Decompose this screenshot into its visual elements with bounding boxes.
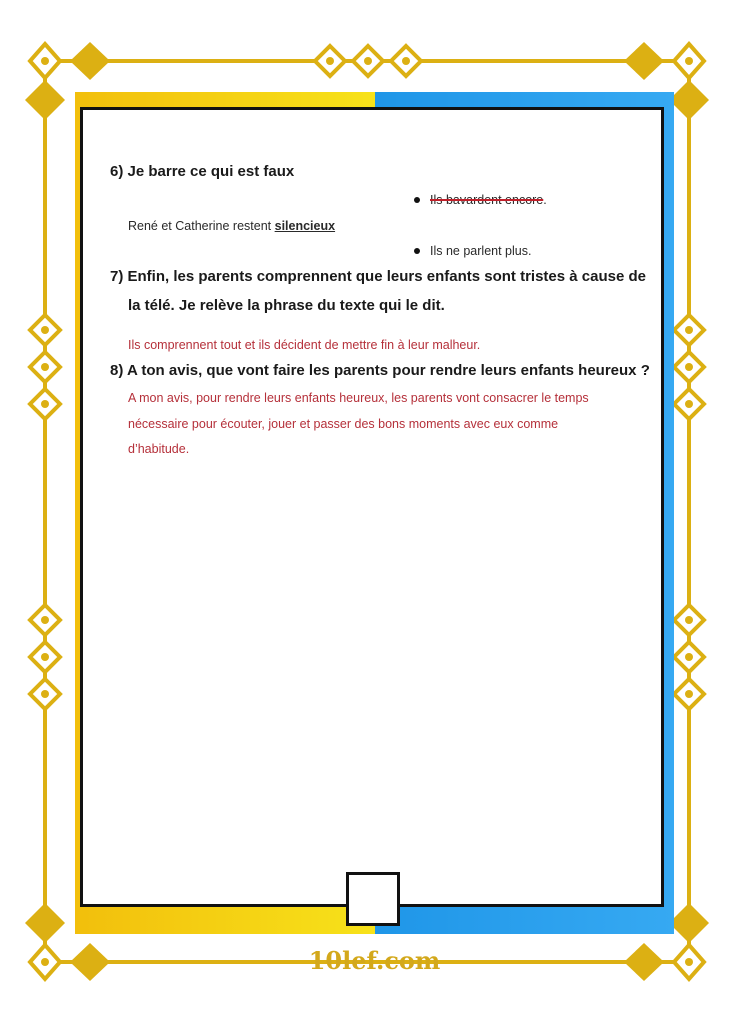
option-1-period: . — [543, 193, 547, 207]
sentence-6 — [128, 219, 335, 233]
answer-8-line-2: nécessaire pour écouter, jouer et passer des bons moments avec eux comme — [128, 417, 559, 431]
answer-8-line-3: d’habitude. — [128, 442, 190, 456]
bullet-option-2 — [414, 248, 420, 254]
question-7-line-2: la télé. Je relève la phrase du texte qui le dit. — [128, 297, 445, 314]
question-8-title: 8) A ton avis, que vont faire les parents pour rendre leurs enfants heureux ? — [110, 362, 650, 379]
question-6-title: 6) Je barre ce qui est faux — [110, 163, 295, 180]
option-1-struck-text: Ils bavardent encore — [430, 193, 544, 207]
option-1 — [430, 193, 547, 207]
answer-7: Ils comprennent tout et ils décident de mettre fin à leur malheur. — [128, 338, 481, 352]
site-logo-text: 10lef.com — [308, 946, 441, 975]
sentence-6-prefix: René et Catherine restent — [128, 219, 272, 233]
bottom-center-box — [346, 872, 400, 926]
option-2: Ils ne parlent plus. — [430, 244, 532, 258]
question-7-line-1: 7) Enfin, les parents comprennent que leurs enfants sont tristes à cause de — [110, 268, 646, 285]
sentence-6-underlined-word: silencieux — [274, 219, 336, 233]
answer-8-line-1: A mon avis, pour rendre leurs enfants heureux, les parents vont consacrer le temps — [128, 391, 589, 405]
bullet-option-1 — [414, 197, 420, 203]
